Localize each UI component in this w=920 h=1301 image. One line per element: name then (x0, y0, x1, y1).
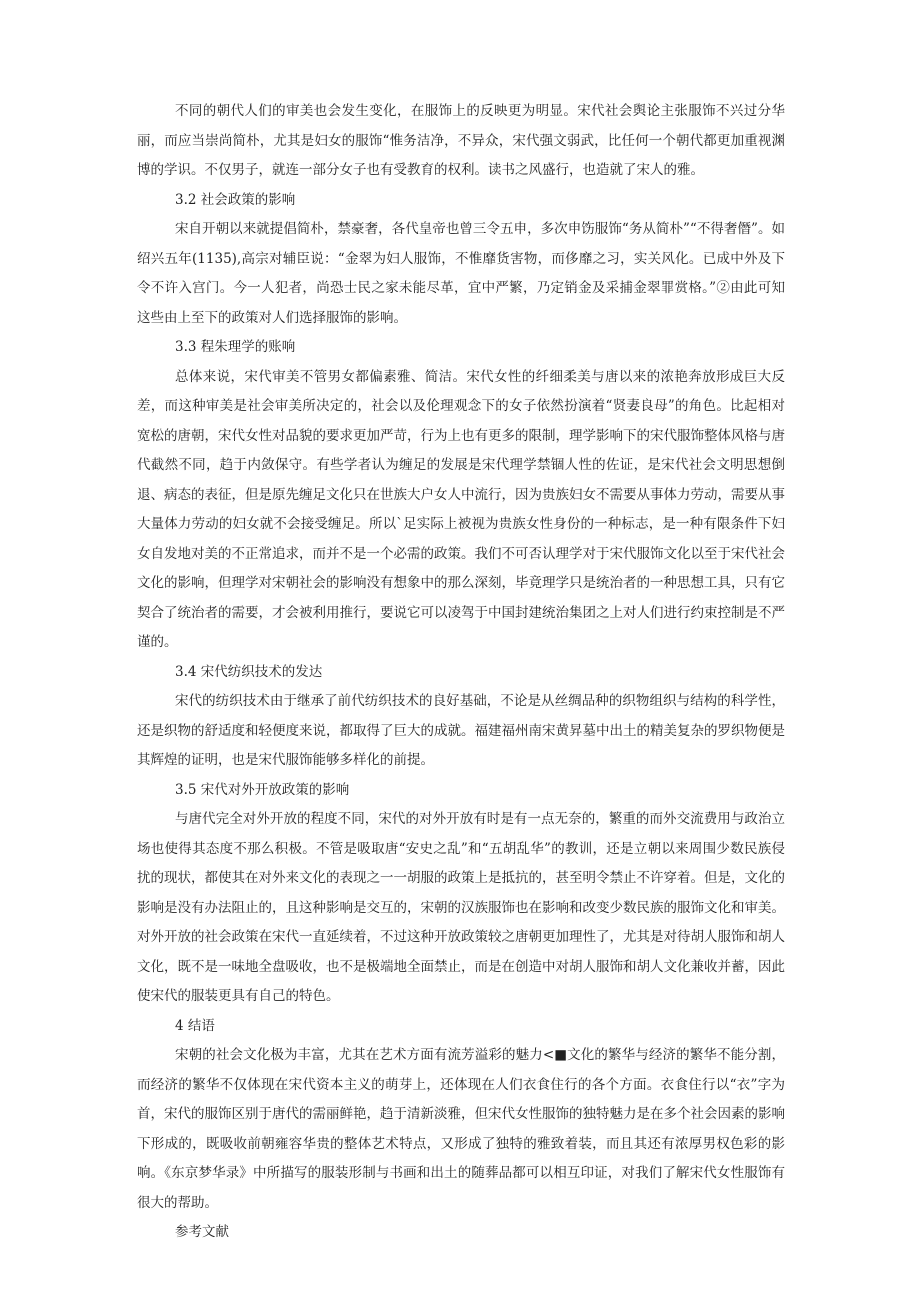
section-heading-3-3: 3.3 程朱理学的账响 (175, 339, 296, 355)
paragraph-conclusion: 宋朝的社会文化极为丰富，尤其在艺术方面有流芳溢彩的魅力<■文化的繁华与经济的繁华不能分割，而经济的繁华不仅体现在宋代资本主义的萌芽上，还体现在人们衣食住行的各个方面。衣食住行以“衣”字为首，宋代的服饰区别于唐代的需丽鲜艳，趋于清新淡雅，但宋代女性服饰的独特魅力是在多个社会因素的影响下形成的，既吸收前朝雍容华贵的整体艺术特点，又形成了独特的雅致着装，而且其还有浓厚男权色彩的影响。《东京梦华录》中所描写的服装形制与书画和出土的随葬品都可以相互印证，对我们了解宋代女性服饰有很大的帮助。 (137, 1047, 785, 1211)
paragraph-social-policy: 宋自开朝以来就提倡简朴，禁豪奢，各代皇帝也曾三令五申，多次申饬服饰“务从简朴”“不得奢僭”。如绍兴五年(1135),高宗对辅臣说：“金翠为妇人服饰，不惟靡货害物，而侈靡之习，实关风化。已成中外及下令不许入宫门。今一人犯者，尚恐士民之家未能尽革，宜中严繁，乃定销金及采捕金翠罪赏格。”②由此可知这些由上至下的政策对人们选择服饰的影响。 (137, 221, 785, 326)
paragraph-neo-confucianism: 总体来说，宋代审美不管男女都偏素雅、简洁。宋代女性的纤细柔美与唐以来的浓艳奔放形成巨大反差，而这种审美是社会审美所决定的，社会以及伦理观念下的女子依然扮演着“贤妻良母”的角色。比起相对宽松的唐朝，宋代女性对品貌的要求更加严苛，行为上也有更多的限制，理学影响下的宋代服饰整体风格与唐代截然不同，趋于内敛保守。有些学者认为缠足的发展是宋代理学禁锢人性的佐证，是宋代社会文明思想倒退、病态的表征，但是原先缠足文化只在世族大户女人中流行，因为贵族妇女不需要从事体力劳动，需要从事大量体力劳动的妇女就不会接受缠足。所以`足实际上被视为贵族女性身份的一种标志，是一种有限条件下妇女自发地对美的不正常追求，而并不是一个必需的政策。我们不可否认理学对于宋代服饰文化以至于宋代社会文化的影响，但理学对宋朝社会的影响没有想象中的那么深刻，毕竟理学只是统治者的一种思想工具，只有它契合了统治者的需要，才会被利用推行，要说它可以凌驾于中国封建统治集团之上对人们进行约束控制是不严谨的。 (137, 368, 785, 650)
paragraph-aesthetic-change: 不同的朝代人们的审美也会发生变化，在服饰上的反映更为明显。宋代社会舆论主张服饰不兴过分华丽，而应当崇尚简朴，尤其是妇女的服饰“惟务洁净，不异众，宋代强文弱武，比任何一个朝代都更加重视渊博的学识。不仅男子，就连一部分女子也有受教育的权利。读书之风盛行，也造就了宋人的雅。 (137, 103, 785, 178)
section-heading-3-5: 3.5 宋代对外开放政策的影响 (175, 781, 350, 798)
paragraph-textile-technology: 宋代的纺织技术由于继承了前代纺织技术的良好基础，不论是从丝绸品种的织物组织与结构的科学性，还是织物的舒适度和轻便度来说，都取得了巨大的成就。福建福州南宋黄昇墓中出土的精美复杂的罗织物便是其辉煌的证明，也是宋代服饰能够多样化的前提。 (137, 693, 785, 768)
document-page (137, 97, 785, 1248)
references-heading: 参考文献 (175, 1224, 229, 1240)
section-heading-3-4: 3.4 宋代纺织技术的发达 (175, 663, 323, 680)
section-heading-3-2: 3.2 社会政策的影响 (175, 191, 296, 208)
paragraph-opening-policy: 与唐代完全对外开放的程度不同，宋代的对外开放有时是有一点无奈的，繁重的而外交流费用与政治立场也使得其态度不那么积极。不管是吸取唐“安史之乱”和“五胡乱华”的教训，还是立朝以来周围少数民族侵扰的现状，都使其在对外来文化的表现之一一胡服的政策上是抵抗的，甚至明令禁止不许穿着。但是，文化的影响是没有办法阻止的，且这种影响是交互的，宋朝的汉族服饰也在影响和改变少数民族的服饰文化和审美。对外开放的社会政策在宋代一直延续着，不过这种开放政策较之唐朝更加理性了，尤其是对待胡人服饰和胡人文化，既不是一味地全盘吸收，也不是极端地全面禁止，而是在创造中对胡人服饰和胡人文化兼收并蓄，因此使宋代的服装更具有自己的特色。 (137, 811, 785, 1004)
section-heading-4-conclusion: 4 结语 (175, 1017, 215, 1034)
